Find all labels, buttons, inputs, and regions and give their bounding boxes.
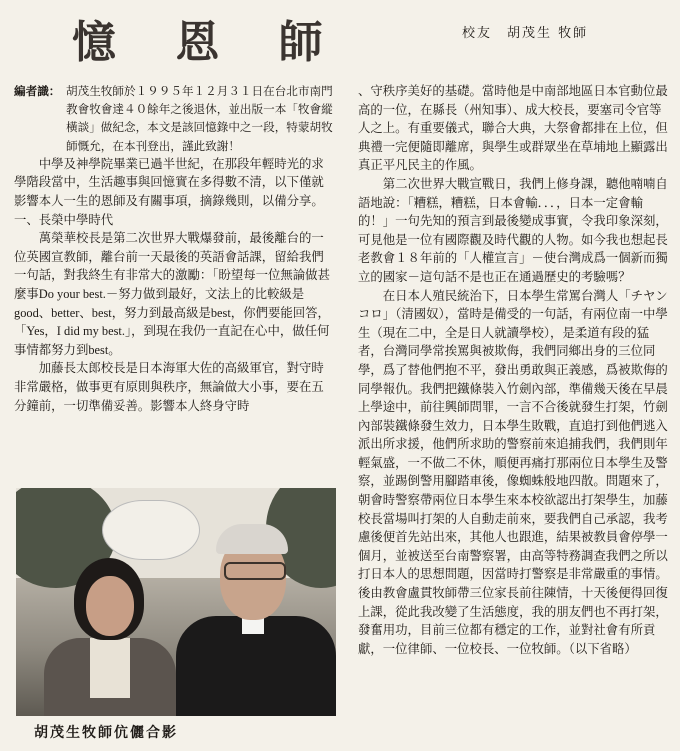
right-column: [358, 82, 670, 658]
photo-woman-collar: [90, 638, 130, 698]
photo-man-glasses: [224, 562, 286, 580]
author-byline: 校友 胡茂生 牧師: [462, 26, 589, 41]
editor-note-label: 編者識：: [14, 84, 61, 98]
article-title: 憶 恩 師: [72, 17, 345, 68]
photo-sign: [102, 500, 200, 560]
editor-note-text: 胡茂生牧師於１９９５年１２月３１日在台北市南門教會牧會達４０餘年之後退休，並出版一本「牧會縱橫談」做紀念，本文是該回憶錄中之一段，特蒙胡牧師慨允，在本刊登出，謹此致謝！: [66, 84, 333, 153]
photo-man-hair: [216, 524, 288, 554]
paragraph-principal-wan: 萬榮華校長是第二次世界大戰爆發前，最後離台的一位英國宣教師，離台前一天最後的英語會話課，留給我們一句話，對我終生有非常大的激勵：「盼望每一位無論做甚麼事Do your best.－努力做到最好，文法上的比較級是good、better、best，努力到最高級是best，你們要能回答，「Yes，I did my best.」，到現在我仍一直記在心中，做任何事情都努力到best。: [14, 231, 330, 357]
paragraph-principal-kato: 加藤長太郎校長是日本海軍大佐的高級軍官，對守時非常嚴格，做事更有原則與秩序，無論做大小事，要在五分鐘前，一切準備妥善。影響本人終身守時: [14, 360, 324, 413]
section-heading: 一、長榮中學時代: [14, 211, 114, 227]
paragraph-colonial-era: 在日本人殖民統治下，日本學生常罵台灣人「チヤンコロ」（清國奴），當時是備受的一句話，有兩位南一中學生（現在二中，全是日人就讀學校），是柔道有段的猛者，台灣同學常挨罵與被欺侮，我們同鄉出身的三位同學，爲了替他們抱不平，發出勇敢與正義感，爲被欺侮的同學報仇。我們把鐵條裝入竹劍內部，準備幾天後在早晨上學途中，前往興師問罪，一言不合後就發生打架，竹劍內部裝鐵條發生效力，日本學生敗戰，直追打到他們逃入派出所求援，他們所求助的警察前來追捕我們，我們則年輕氣盛，一不做二不休，順便再痛打那兩位日本學生及警察，並踢倒警用腳踏車後，像蜘蛛般地四散。問題來了，朝會時警察帶兩位日本學生來本校欲認出打架學生，加藤校長當場叫打架的人自動走前來，要我們自己承認，我考慮後便首先站出來，其他人也跟進，結果被教員會停學一個月，並被送至台南警察署，由高等特務調查我們之所以打日本人的思想問題，因當時打警察是非常嚴重的事情。後由教會盧貫牧師帶三位家長前往陳情，十天後便得回復上課，從此我改變了生活態度，我的朋友們也不再打架，發奮用功，目前三位都有穩定的工作，並對社會有所貢獻，一位律師、一位校長、一位牧師。（以下省略）: [358, 287, 668, 656]
left-column: [14, 82, 334, 415]
photo-woman-face: [86, 576, 134, 636]
editor-note: [14, 82, 334, 155]
paragraph-war-declaration: 第二次世界大戰宣戰日，我們上修身課，聽他喃喃自語地說：「糟糕，糟糕，日本會輸．．．，日本一定會輸的！」一句先知的預言到最後變成事實，令我印象深刻，可見他是一位有國際觀及時代觀的人物。如今我也想起長老教會１８年前的「人權宣言」－使台灣成爲一個新而獨立的國家－這句話不是也正在通過歷史的考驗嗎？: [358, 175, 668, 284]
couple-photo: [16, 488, 336, 716]
intro-paragraph: 中學及神學院畢業已過半世紀，在那段年輕時光的求學階段當中，生活趣事與回憶實在多得數不清，以下僅就影響本人一生的恩師及有關事項，摘錄幾則，以備分享。: [14, 155, 324, 208]
paragraph-continued: 、守秩序美好的基礎。當時他是中南部地區日本官動位最高的一位，在縣長（州知事）、成大校長，要塞司令官等人之上。有重要儀式，聯合大典，大祭會都排在上位，但典禮一完便隨即離席，與學生或群眾坐在草埔地上顯露出真正平凡民主的作風。: [358, 83, 668, 173]
photo-caption: 胡茂生牧師伉儷合影: [34, 725, 178, 741]
